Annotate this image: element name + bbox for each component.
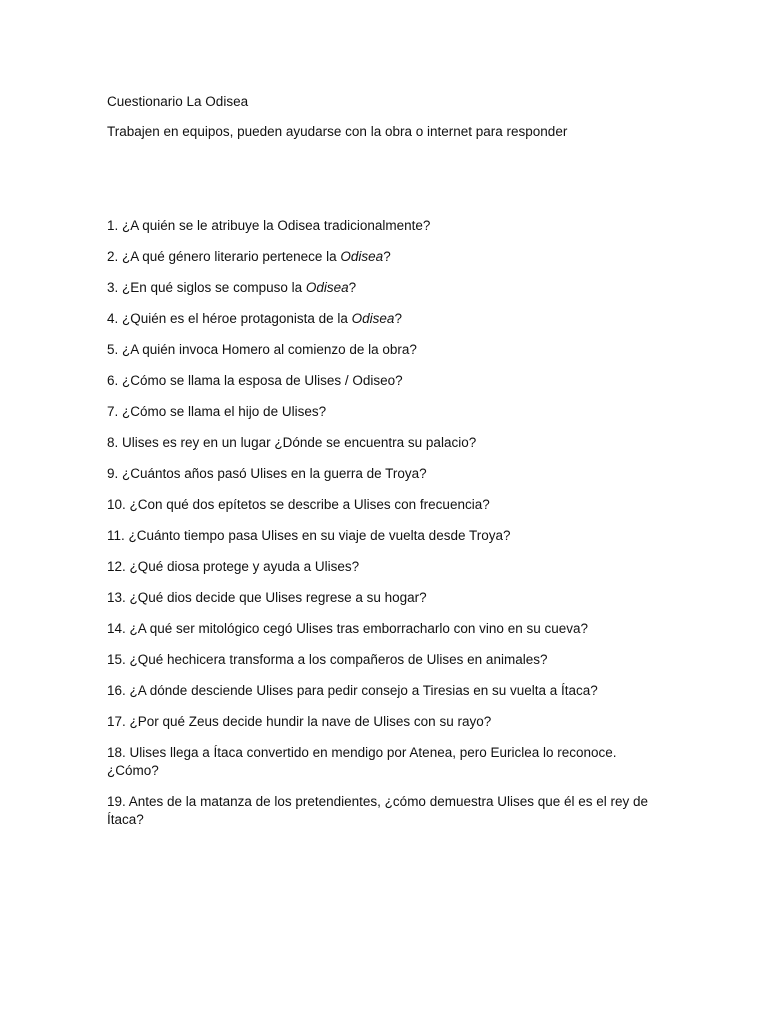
question-text: 19. Antes de la matanza de los pretendientes, ¿cómo demuestra Ulises que él es el rey de Ítaca?: [107, 794, 649, 827]
question-text: 10. ¿Con qué dos epítetos se describe a Ulises con frecuencia?: [107, 497, 490, 512]
question-item: [107, 713, 667, 731]
question-item: [107, 372, 667, 390]
question-italic-text: Odisea: [340, 249, 384, 264]
question-text: 17. ¿Por qué Zeus decide hundir la nave de Ulises con su rayo?: [107, 714, 492, 729]
question-text: 2. ¿A qué género literario pertenece la: [107, 249, 341, 264]
question-item: [107, 744, 667, 780]
document-title: Cuestionario La Odisea: [107, 94, 249, 109]
document-instructions: Trabajen en equipos, pueden ayudarse con la obra o internet para responder: [107, 124, 568, 139]
question-text: 4. ¿Quién es el héroe protagonista de la: [107, 311, 352, 326]
document-body: [107, 93, 667, 842]
question-text: 15. ¿Qué hechicera transforma a los compañeros de Ulises en animales?: [107, 652, 548, 667]
question-item: [107, 558, 667, 576]
question-text: 12. ¿Qué diosa protege y ayuda a Ulises?: [107, 559, 360, 574]
question-text: 14. ¿A qué ser mitológico cegó Ulises tras emborracharlo con vino en su cueva?: [107, 621, 588, 636]
question-text: 3. ¿En qué siglos se compuso la: [107, 280, 306, 295]
question-list: [107, 217, 667, 829]
question-text: 5. ¿A quién invoca Homero al comienzo de la obra?: [107, 342, 417, 357]
question-text: 8. Ulises es rey en un lugar ¿Dónde se encuentra su palacio?: [107, 435, 477, 450]
question-text: 18. Ulises llega a Ítaca convertido en mendigo por Atenea, pero Euriclea lo reconoce. ¿Cómo?: [107, 745, 617, 778]
question-text: 16. ¿A dónde desciende Ulises para pedir consejo a Tiresias en su vuelta a Ítaca?: [107, 683, 598, 698]
question-item: [107, 248, 667, 266]
question-item: [107, 496, 667, 514]
question-text: 6. ¿Cómo se llama la esposa de Ulises / Odiseo?: [107, 373, 403, 388]
question-item: [107, 527, 667, 545]
question-item: [107, 341, 667, 359]
question-text: 11. ¿Cuánto tiempo pasa Ulises en su viaje de vuelta desde Troya?: [107, 528, 511, 543]
question-item: [107, 279, 667, 297]
question-item: [107, 217, 667, 235]
question-text: 13. ¿Qué dios decide que Ulises regrese a su hogar?: [107, 590, 427, 605]
question-text-end: ?: [383, 249, 391, 264]
question-item: [107, 682, 667, 700]
question-item: [107, 651, 667, 669]
question-text: 7. ¿Cómo se llama el hijo de Ulises?: [107, 404, 327, 419]
question-text-end: ?: [394, 311, 402, 326]
question-item: [107, 403, 667, 421]
question-text: 1. ¿A quién se le atribuye la Odisea tradicionalmente?: [107, 218, 431, 233]
question-italic-text: Odisea: [305, 280, 349, 295]
question-item: [107, 589, 667, 607]
question-italic-text: Odisea: [351, 311, 395, 326]
question-item: [107, 793, 667, 829]
question-item: [107, 310, 667, 328]
question-text-end: ?: [348, 280, 357, 295]
question-text: 9. ¿Cuántos años pasó Ulises en la guerra de Troya?: [107, 466, 427, 481]
question-item: [107, 434, 667, 452]
question-item: [107, 465, 667, 483]
question-item: [107, 620, 667, 638]
